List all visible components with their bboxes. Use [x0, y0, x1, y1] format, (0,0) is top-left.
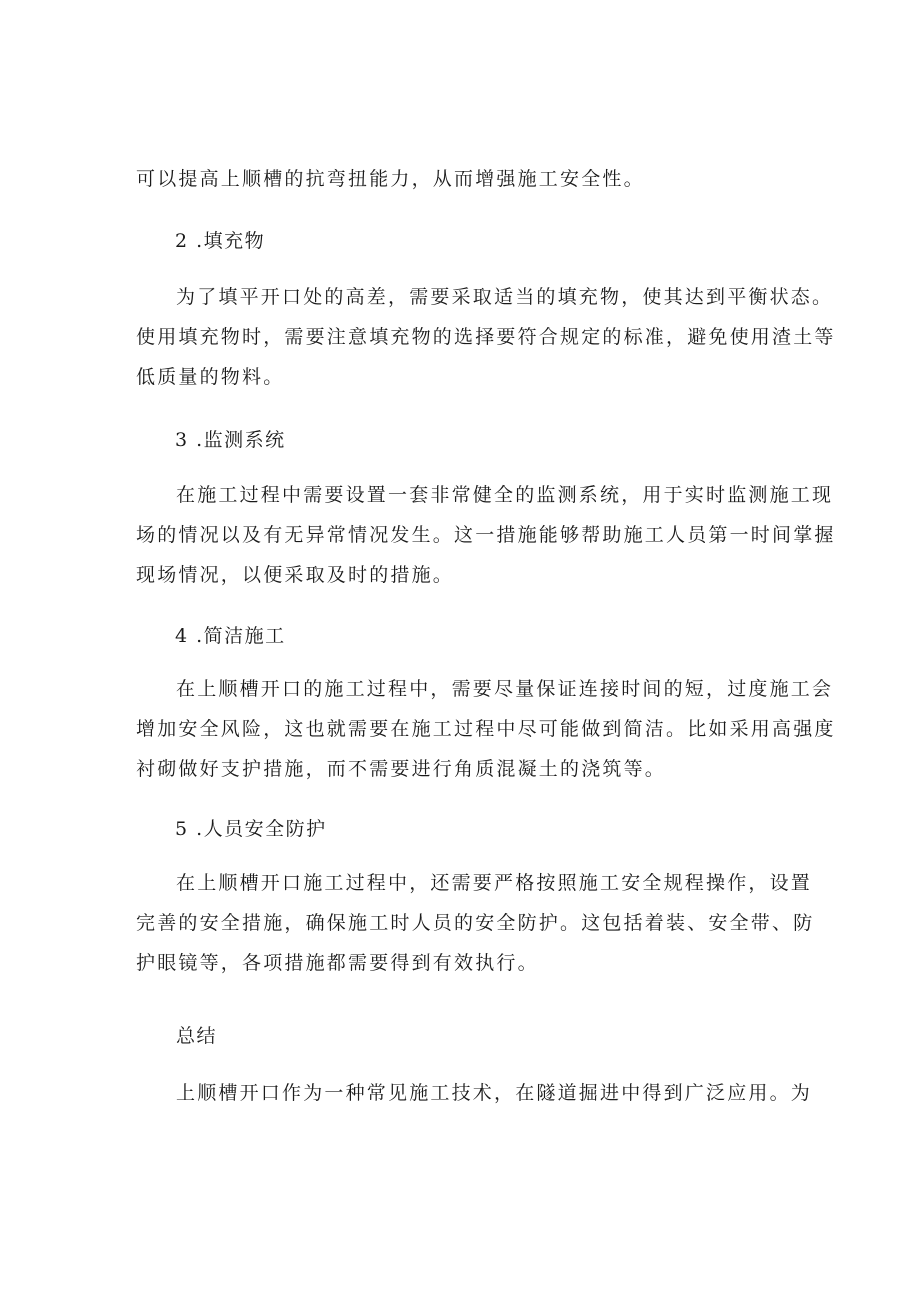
- section-heading-monitoring-system: 3 .监测系统: [175, 429, 286, 451]
- paragraph-line: 完善的安全措施，确保施工时人员的安全防护。这包括着装、安全带、防: [136, 912, 815, 934]
- paragraph-line: 增加安全风险，这也就需要在施工过程中尽可能做到简洁。比如采用高强度: [136, 718, 836, 740]
- summary-heading: 总结: [176, 1025, 218, 1047]
- paragraph-line: 在施工过程中需要设置一套非常健全的监测系统，用于实时监测施工现: [176, 484, 834, 506]
- section-heading-simple-construction: 4 .简洁施工: [175, 625, 286, 647]
- paragraph-line: 在上顺槽开口施工过程中，还需要严格按照施工安全规程操作，设置: [176, 872, 813, 894]
- section-heading-personnel-protection: 5 .人员安全防护: [175, 818, 327, 840]
- paragraph-line: 护眼镜等，各项措施都需要得到有效执行。: [136, 952, 539, 974]
- paragraph-line: 为了填平开口处的高差，需要采取适当的填充物，使其达到平衡状态。: [176, 286, 834, 308]
- paragraph-line: 场的情况以及有无异常情况发生。这一措施能够帮助施工人员第一时间掌握: [136, 524, 836, 546]
- section-heading-fill-material: 2 .填充物: [175, 230, 266, 252]
- intro-continuation-line: 可以提高上顺槽的抗弯扭能力，从而增强施工安全性。: [136, 168, 645, 190]
- paragraph-line: 低质量的物料。: [136, 366, 285, 388]
- paragraph-line: 现场情况，以便采取及时的措施。: [136, 564, 455, 586]
- paragraph-line: 衬砌做好支护措施，而不需要进行角质混凝土的浇筑等。: [136, 758, 667, 780]
- paragraph-line: 上顺槽开口作为一种常见施工技术，在隧道掘进中得到广泛应用。为: [176, 1082, 813, 1104]
- paragraph-line: 使用填充物时，需要注意填充物的选择要符合规定的标准，避免使用渣土等: [136, 326, 836, 348]
- paragraph-line: 在上顺槽开口的施工过程中，需要尽量保证连接时间的短，过度施工会: [176, 678, 834, 700]
